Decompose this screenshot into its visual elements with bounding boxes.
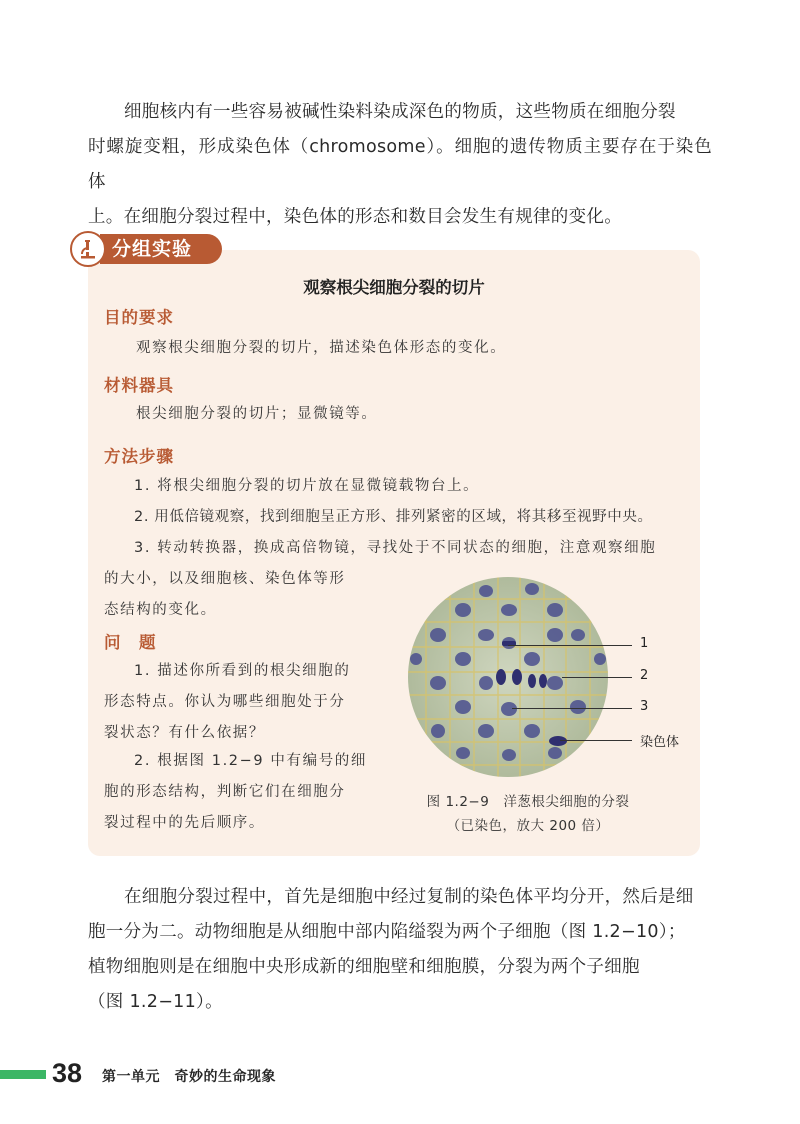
figure-caption: 图 1.2−9 洋葱根尖细胞的分裂 xyxy=(426,794,630,810)
intro-line: 上。在细胞分裂过程中，染色体的形态和数目会发生有规律的变化。 xyxy=(88,207,622,227)
intro-line: 时螺旋变粗，形成染色体（chromosome）。细胞的遗传物质主要存在于染色体 xyxy=(88,137,712,192)
question-2-line: 胞的形态结构，判断它们在细胞分 xyxy=(104,784,346,800)
method-step3-line: 态结构的变化。 xyxy=(104,602,217,618)
question-2 xyxy=(104,746,394,839)
closing-paragraph xyxy=(88,880,712,1020)
page-number: 38 xyxy=(52,1058,83,1088)
question-1-line: 裂状态？有什么依据？ xyxy=(104,725,265,741)
leader-line xyxy=(562,677,632,678)
callout-3: 3 xyxy=(640,699,649,714)
callout-2: 2 xyxy=(640,668,649,683)
experiment-badge-label: 分组实验 xyxy=(100,234,222,264)
question-2-line: 2. 根据图 1.2−9 中有编号的细 xyxy=(134,753,367,769)
closing-line: 胞一分为二。动物细胞是从细胞中部内陷缢裂为两个子细胞（图 1.2−10）； xyxy=(88,922,686,942)
experiment-badge xyxy=(70,231,222,267)
intro-paragraph xyxy=(88,95,712,235)
leader-line xyxy=(508,645,632,646)
closing-line: （图 1.2−11）。 xyxy=(88,992,223,1012)
method-step-3 xyxy=(104,533,694,626)
questions-heading: 问 题 xyxy=(104,633,157,652)
microscope-icon xyxy=(70,231,106,267)
purpose-heading: 目的要求 xyxy=(104,308,174,327)
method-step3-line: 的大小，以及细胞核、染色体等形 xyxy=(104,571,346,587)
unit-title: 第一单元 奇妙的生命现象 xyxy=(102,1069,276,1085)
purpose-text: 观察根尖细胞分裂的切片，描述染色体形态的变化。 xyxy=(136,340,507,356)
callout-1: 1 xyxy=(640,636,649,651)
question-1-line: 1. 描述你所看到的根尖细胞的 xyxy=(134,663,351,679)
closing-line: 植物细胞则是在细胞中央形成新的细胞壁和细胞膜，分裂为两个子细胞 xyxy=(88,957,640,977)
method-heading: 方法步骤 xyxy=(104,447,174,466)
footer-accent-bar xyxy=(0,1070,46,1079)
question-1-line: 形态特点。你认为哪些细胞处于分 xyxy=(104,694,346,710)
experiment-title: 观察根尖细胞分裂的切片 xyxy=(303,278,485,297)
closing-line: 在细胞分裂过程中，首先是细胞中经过复制的染色体平均分开，然后是细 xyxy=(124,887,694,907)
materials-text: 根尖细胞分裂的切片；显微镜等。 xyxy=(136,406,378,422)
callout-chromosome: 染色体 xyxy=(640,735,680,750)
question-2-line: 裂过程中的先后顺序。 xyxy=(104,815,265,831)
leader-line xyxy=(512,708,632,709)
intro-line: 细胞核内有一些容易被碱性染料染成深色的物质，这些物质在细胞分裂 xyxy=(124,102,676,122)
question-1 xyxy=(104,656,394,749)
materials-heading: 材料器具 xyxy=(104,376,174,395)
method-step3-line: 3. 转动转换器，换成高倍物镜，寻找处于不同状态的细胞，注意观察细胞 xyxy=(134,540,657,556)
leader-line xyxy=(560,740,632,741)
method-step: 2. 用低倍镜观察，找到细胞呈正方形、排列紧密的区域，将其移至视野中央。 xyxy=(134,509,653,525)
figure-caption-sub: （已染色，放大 200 倍） xyxy=(446,818,610,834)
method-step: 1. 将根尖细胞分裂的切片放在显微镜载物台上。 xyxy=(134,478,480,494)
